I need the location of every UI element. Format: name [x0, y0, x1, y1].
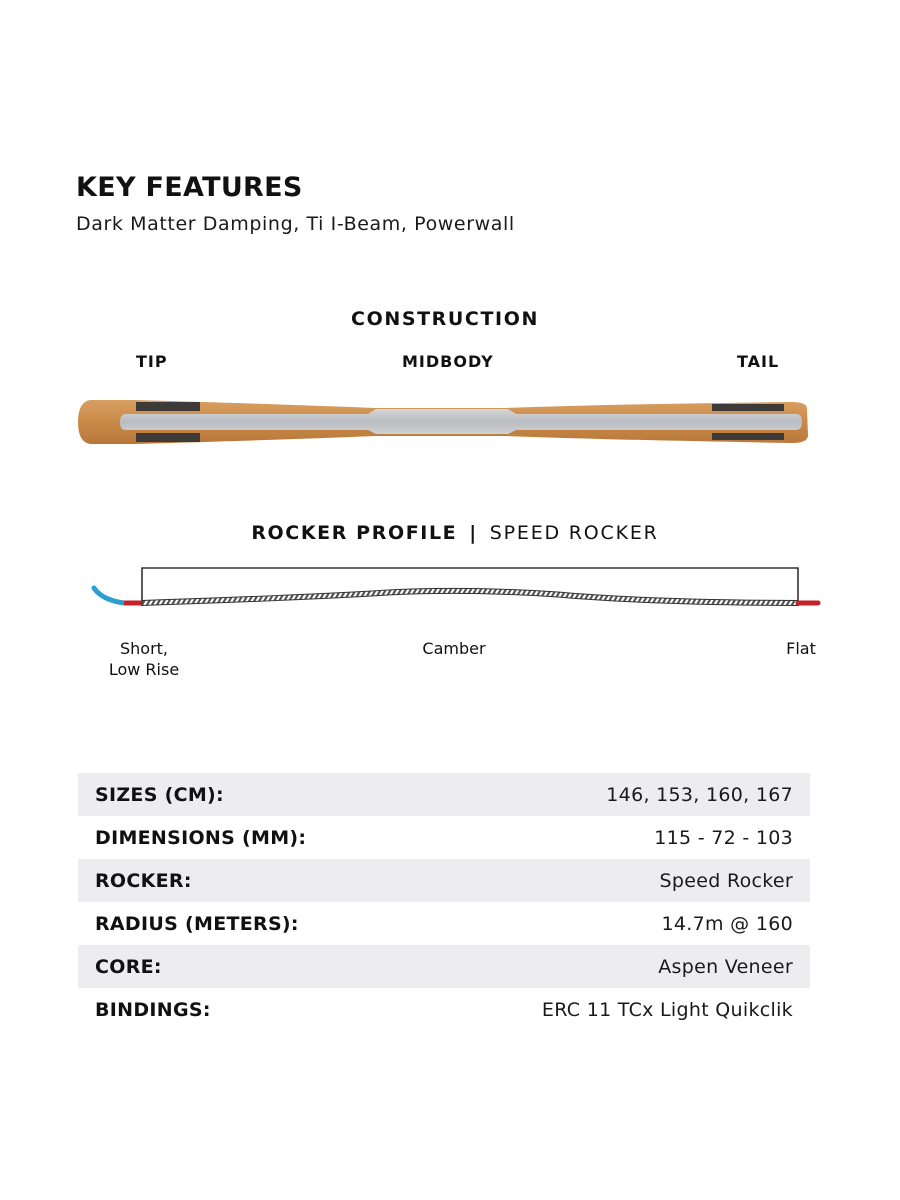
spec-value: 146, 153, 160, 167	[606, 783, 793, 806]
key-features-description: Dark Matter Damping, Ti I-Beam, Powerwall	[76, 213, 515, 235]
spec-key: CORE:	[95, 955, 162, 978]
rocker-type: SPEED ROCKER	[489, 522, 659, 544]
spec-value: ERC 11 TCx Light Quikclik	[541, 998, 793, 1021]
key-features-title: KEY FEATURES	[76, 172, 303, 203]
rocker-label-tip-line1: Short,	[119, 639, 169, 658]
spec-row-dimensions	[78, 816, 810, 859]
spec-key: RADIUS (METERS):	[95, 912, 299, 935]
zone-label-midbody: MIDBODY	[402, 352, 494, 371]
spec-row-radius	[78, 902, 810, 945]
spec-row-bindings	[78, 988, 810, 1031]
spec-key: BINDINGS:	[95, 998, 211, 1021]
spec-row-sizes	[78, 773, 810, 816]
tip-insert-top	[136, 402, 200, 411]
spec-key: ROCKER:	[95, 869, 192, 892]
spec-row-rocker	[78, 859, 810, 902]
rocker-profile-heading	[0, 522, 900, 544]
rocker-profile-title: ROCKER PROFILE	[251, 522, 458, 544]
spec-value: 14.7m @ 160	[661, 912, 793, 935]
construction-heading: CONSTRUCTION	[351, 308, 539, 330]
ski-construction-diagram	[76, 396, 810, 452]
spec-key: SIZES (CM):	[95, 783, 224, 806]
zone-label-tip: TIP	[136, 352, 168, 371]
spec-value: Aspen Veneer	[658, 955, 793, 978]
specs-table	[78, 773, 810, 1031]
spec-row-core	[78, 945, 810, 988]
rocker-label-camber: Camber	[422, 639, 486, 658]
rocker-label-tip-line2: Low Rise	[108, 660, 180, 679]
spec-key: DIMENSIONS (MM):	[95, 826, 307, 849]
rocker-profile-diagram	[88, 562, 828, 638]
zone-label-tail: TAIL	[737, 352, 780, 371]
spec-value: Speed Rocker	[659, 869, 793, 892]
rocker-label-tail: Flat	[786, 639, 816, 658]
spec-value: 115 - 72 - 103	[654, 826, 793, 849]
rocker-label-tip	[98, 638, 190, 680]
heading-separator: |	[469, 522, 478, 544]
